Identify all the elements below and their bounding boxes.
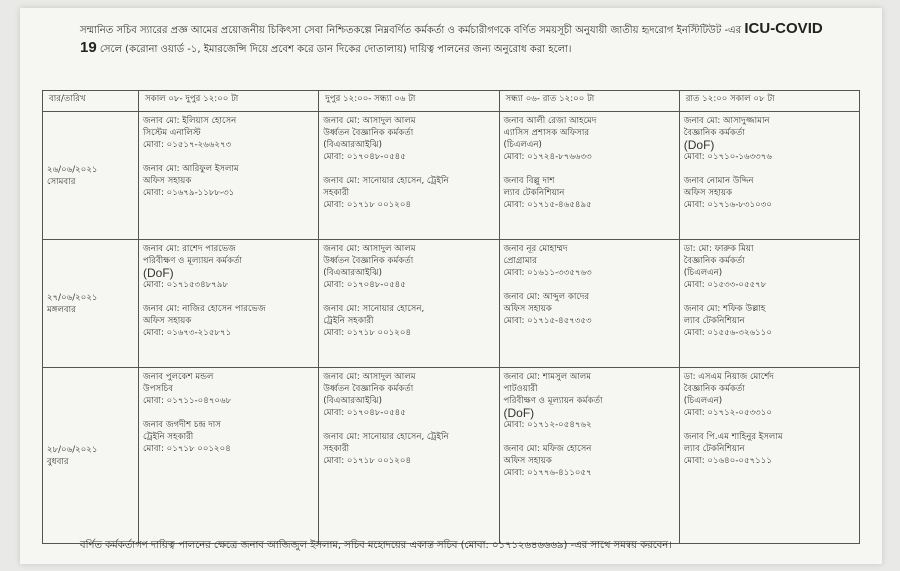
staff-name: জনাব মো: সানোয়ার হোসেন, ট্রেইনি bbox=[323, 432, 449, 442]
staff-phone: মোবা: ০১৬৭৯-১১৮৮-৩১ bbox=[143, 188, 235, 198]
staff-designation: ট্রেইনি সহকারী bbox=[323, 316, 374, 326]
footer-note: বর্ণিত কর্মকর্তাগণ দায়িত্ব পালনের ক্ষেত্রে জনাব আজিজুল ইসলাম, সচিব মহোদয়ের একান্ত সচিব (মোবা: ০১৭১২৬৪৬৬৬৯) -এর সাথে সমন্বয় করবেন। bbox=[80, 540, 672, 551]
staff-name: জনাব মো: আসাদুল আলম bbox=[323, 116, 416, 126]
staff-name: জনাব মো: সানোয়ার হোসেন, ট্রেইনি bbox=[323, 176, 449, 186]
shift-cell bbox=[139, 368, 319, 544]
staff-phone: মোবা: ০১৫১৭-২৬৬২৭৩ bbox=[143, 140, 232, 150]
staff-entry bbox=[504, 243, 675, 279]
staff-designation: উপসচিব bbox=[143, 384, 174, 394]
shift-cell bbox=[679, 240, 859, 368]
staff-designation: প্রোগ্রামার bbox=[503, 256, 537, 266]
staff-entry bbox=[143, 371, 314, 407]
staff-entry bbox=[684, 371, 855, 419]
staff-name: জনাব পি.এম শাহিনুর ইসলাম bbox=[683, 432, 783, 442]
staff-name: জনাব নূর মোহাম্মদ bbox=[503, 244, 568, 254]
staff-entry bbox=[504, 115, 675, 163]
header-cell: বার/তারিখ bbox=[43, 91, 139, 112]
staff-entry bbox=[143, 115, 314, 151]
header-cell: রাত ১২:০০ সকাল ০৮ টা bbox=[679, 91, 859, 112]
staff-entry bbox=[504, 371, 675, 431]
staff-designation: উর্ধ্বতন বৈজ্ঞানিক কর্মকর্তা bbox=[323, 256, 414, 266]
staff-designation: (চিএলএন) bbox=[503, 140, 542, 150]
weekday-label: মঙ্গলবার bbox=[47, 304, 76, 315]
staff-designation: অফিস সহায়ক bbox=[503, 304, 552, 314]
header-cell: দুপুর ১২:০০- সন্ধ্যা ০৬ টা bbox=[319, 91, 499, 112]
staff-designation: উর্ধ্বতন বৈজ্ঞানিক কর্মকর্তা bbox=[323, 384, 414, 394]
staff-name: জনাব মো: শামসুল আলম bbox=[503, 372, 592, 382]
table-header-row bbox=[43, 91, 860, 112]
staff-phone: মোবা: ০১৭১২-০৫৩৩১০ bbox=[683, 408, 772, 418]
day-cell bbox=[43, 368, 139, 544]
staff-name: জনাব মো: ইলিয়াস হোসেন bbox=[143, 116, 237, 126]
staff-entry bbox=[684, 243, 855, 291]
staff-name: জনাব মো: মফিজ হোসেন bbox=[503, 444, 592, 454]
staff-designation: সহকারী bbox=[323, 444, 350, 454]
staff-designation: অফিস সহায়ক bbox=[143, 176, 192, 186]
staff-designation: বৈজ্ঞানিক কর্মকর্তা bbox=[683, 256, 745, 266]
staff-phone: মোবা: ০১৭১২-০৫৪৭৬২ bbox=[503, 420, 592, 430]
staff-entry bbox=[504, 175, 675, 211]
staff-name: জনাব মো: আসাদুল আলম bbox=[323, 244, 416, 254]
weekday-label: সোমবার bbox=[47, 176, 76, 187]
staff-entry bbox=[323, 431, 494, 467]
staff-name: জনাব মো: রাশেদ পারভেজ bbox=[143, 244, 236, 254]
staff-designation: (বিএআরআইঝি) bbox=[323, 140, 382, 150]
intro-text-pre: সম্মানিত সচিব স্যারের প্রজ্ঞ আমের প্রয়োজনীয় চিকিৎসা সেবা নিশ্চিতকল্পে নিম্নবর্ণিত কর্মকর্তা ও কর্মচারীগণকে বর্ণিত সময়সূচী অনুযায়ী জাতীয় হৃদরোগ ইনস্টিটিউট -এর bbox=[80, 25, 742, 36]
staff-designation: এ্যাসিস প্রশাসক অফিসার bbox=[503, 128, 590, 138]
staff-phone: মোবা: ০১৭৭৬-৪১১০৫৭ bbox=[503, 468, 592, 478]
weekday-label: বুধবার bbox=[47, 456, 69, 467]
staff-phone: মোবা: ০১৬৭৩-২১৫৮৭১ bbox=[143, 328, 232, 338]
shift-cell bbox=[319, 368, 499, 544]
shift-cell bbox=[139, 112, 319, 240]
staff-designation: ল্যাব টেকনিশিয়ান bbox=[683, 444, 745, 454]
shift-cell bbox=[319, 240, 499, 368]
staff-designation: অফিস সহায়ক bbox=[143, 316, 192, 326]
date-label: ২৭/০৬/২০২১ bbox=[47, 292, 98, 303]
staff-phone: মোবা: ০১৭১৮ ০০১২০৪ bbox=[323, 456, 412, 466]
staff-designation: (বিএআরআইঝি) bbox=[323, 268, 382, 278]
staff-entry bbox=[684, 431, 855, 467]
staff-name: জনাব পুলকেশ মন্ডল bbox=[143, 372, 214, 382]
staff-designation: উর্ধ্বতন বৈজ্ঞানিক কর্মকর্তা bbox=[323, 128, 414, 138]
staff-phone: মোবা: ০১৫৫৬-৩২৬১১০ bbox=[683, 328, 772, 338]
staff-entry bbox=[504, 443, 675, 479]
staff-entry bbox=[143, 303, 314, 339]
staff-name: জনাব মো: আসাদুল আলম bbox=[323, 372, 416, 382]
staff-phone: মোবা: ০১৭১৫-৪৫৭৩৫৩ bbox=[503, 316, 592, 326]
staff-phone: মোবা: ০১৭১৬-৮৩১০৩০ bbox=[683, 200, 772, 210]
shift-cell bbox=[499, 112, 679, 240]
shift-cell bbox=[499, 368, 679, 544]
staff-phone: মোবা: ০১৬১১-৩৩৫৭৬৩ bbox=[503, 268, 592, 278]
shift-cell bbox=[679, 368, 859, 544]
table-row bbox=[43, 112, 860, 240]
staff-entry bbox=[684, 175, 855, 211]
dof-tag: (DoF) bbox=[503, 406, 535, 420]
staff-designation: পরিবীক্ষণ ও মূল্যায়ন কর্মকর্তা bbox=[503, 396, 603, 406]
intro-text-post: সেলে (করোনা ওয়ার্ড -১, ইমারজেন্সি দিয়ে প্রবেশ করে ডান দিকের দোতালায়) দায়িত্ব পালনের জন্য অনুরোধ করা হলো। bbox=[99, 44, 572, 55]
staff-entry bbox=[323, 303, 494, 339]
staff-entry bbox=[323, 115, 494, 163]
staff-phone: মোবা: ০১৭১৮ ০০১২০৪ bbox=[323, 200, 412, 210]
staff-phone: মোবা: ০১৬৪০-০৫৭১১১ bbox=[683, 456, 772, 466]
date-label: ২৬/০৬/২০২১ bbox=[47, 164, 98, 175]
staff-phone: মোবা: ০১৭১৫৩৪৮৭৯৮ bbox=[143, 280, 229, 290]
shift-cell bbox=[679, 112, 859, 240]
day-cell bbox=[43, 112, 139, 240]
dof-tag: (DoF) bbox=[683, 138, 715, 152]
staff-designation: অফিস সহায়ক bbox=[503, 456, 552, 466]
header-cell: সকাল ০৮- দুপুর ১২:০০ টা bbox=[139, 91, 319, 112]
staff-entry bbox=[143, 163, 314, 199]
day-cell bbox=[43, 240, 139, 368]
staff-entry bbox=[323, 371, 494, 419]
shift-cell bbox=[499, 240, 679, 368]
staff-entry bbox=[143, 243, 314, 291]
staff-name: জনাব মো: শফিক উল্লাহ bbox=[683, 304, 766, 314]
staff-phone: মোবা: ০১৫৩৩-০৫৫৭৮ bbox=[683, 280, 767, 290]
staff-designation: বৈজ্ঞানিক কর্মকর্তা bbox=[683, 128, 745, 138]
staff-entry bbox=[323, 175, 494, 211]
staff-phone: মোবা: ০১৭১১-০৪৭০৬৮ bbox=[143, 396, 232, 406]
staff-designation: (চিএলএন) bbox=[683, 396, 723, 406]
staff-phone: মোবা: ০১৭১৮ ০০১২০৪ bbox=[143, 444, 231, 454]
header-cell: সন্ধ্যা ০৬- রাত ১২:০০ টা bbox=[499, 91, 679, 112]
staff-phone: মোবা: ০১৭১০-১৬৩৩৭৬ bbox=[683, 152, 772, 162]
shift-cell bbox=[139, 240, 319, 368]
staff-designation: অফিস সহায়ক bbox=[683, 188, 733, 198]
staff-phone: মোবা: ০১৭২৪-৮৭৬৬৩৩ bbox=[503, 152, 592, 162]
staff-name: জনাব আলী রেজা আহমেদ bbox=[503, 116, 597, 126]
table-body bbox=[43, 112, 860, 544]
dof-tag: (DoF) bbox=[143, 266, 174, 280]
staff-name: জনাব বিল্লু দাশ bbox=[503, 176, 555, 186]
staff-designation: সহকারী bbox=[323, 188, 350, 198]
staff-name: ডা: মো: ফারুক মিয়া bbox=[683, 244, 754, 254]
table-row bbox=[43, 240, 860, 368]
staff-phone: মোবা: ০১৭০৪৮-০৫৪৫ bbox=[323, 408, 406, 418]
staff-name: জনাব মো: আব্দুল কাদের bbox=[503, 292, 590, 302]
staff-designation: (বিএআরআইঝি) bbox=[323, 396, 382, 406]
staff-name: জনাব মো: আসাদুজ্জামান bbox=[683, 116, 770, 126]
staff-phone: মোবা: ০১৭১৫-৪৬৫৪৯৫ bbox=[503, 200, 592, 210]
table-row bbox=[43, 368, 860, 544]
staff-designation: পাটওয়ারী bbox=[503, 384, 538, 394]
staff-designation: ল্যাব টেকনিশিয়ান bbox=[683, 316, 745, 326]
staff-name: জনাব জগদীশ চন্দ্র দাস bbox=[143, 420, 221, 430]
staff-entry bbox=[323, 243, 494, 291]
staff-designation: সিস্টেম এনালিস্ট bbox=[143, 128, 201, 138]
staff-phone: মোবা: ০১৭০৪৮-০৫৪৫ bbox=[323, 152, 406, 162]
intro-highlight: ICU-COVID 19 bbox=[80, 20, 823, 56]
document-sheet bbox=[20, 8, 882, 564]
staff-designation: পরিবীক্ষণ ও মূল্যায়ন কর্মকর্তা bbox=[143, 256, 243, 266]
shift-cell bbox=[319, 112, 499, 240]
staff-name: জনাব মো: সানোয়ার হোসেন, bbox=[323, 304, 425, 314]
staff-entry bbox=[504, 291, 675, 327]
staff-name: জনাব মো: নাজির হোসেন পারভেজ bbox=[143, 304, 266, 314]
staff-name: জনাব নোমান উদ্দিন bbox=[683, 176, 754, 186]
staff-designation: ট্রেইনি সহকারী bbox=[143, 432, 194, 442]
staff-entry bbox=[684, 115, 855, 163]
staff-name: জনাব মো: আরিফুল ইসলাম bbox=[143, 164, 239, 174]
staff-name: ডা: এসএম নিয়াজ মোর্শেদ bbox=[683, 372, 774, 382]
staff-phone: মোবা: ০১৭১৮ ০০১২০৪ bbox=[323, 328, 412, 338]
staff-designation: ল্যাব টেকনিশিয়ান bbox=[503, 188, 565, 198]
staff-designation: (চিএলএন) bbox=[683, 268, 723, 278]
duty-roster-table bbox=[42, 90, 860, 544]
intro-paragraph bbox=[80, 20, 840, 58]
staff-entry bbox=[143, 419, 314, 455]
date-label: ২৮/০৬/২০২১ bbox=[47, 444, 98, 455]
staff-designation: বৈজ্ঞানিক কর্মকর্তা bbox=[683, 384, 745, 394]
staff-entry bbox=[684, 303, 855, 339]
staff-phone: মোবা: ০১৭০৪৮-০৫৪৫ bbox=[323, 280, 406, 290]
